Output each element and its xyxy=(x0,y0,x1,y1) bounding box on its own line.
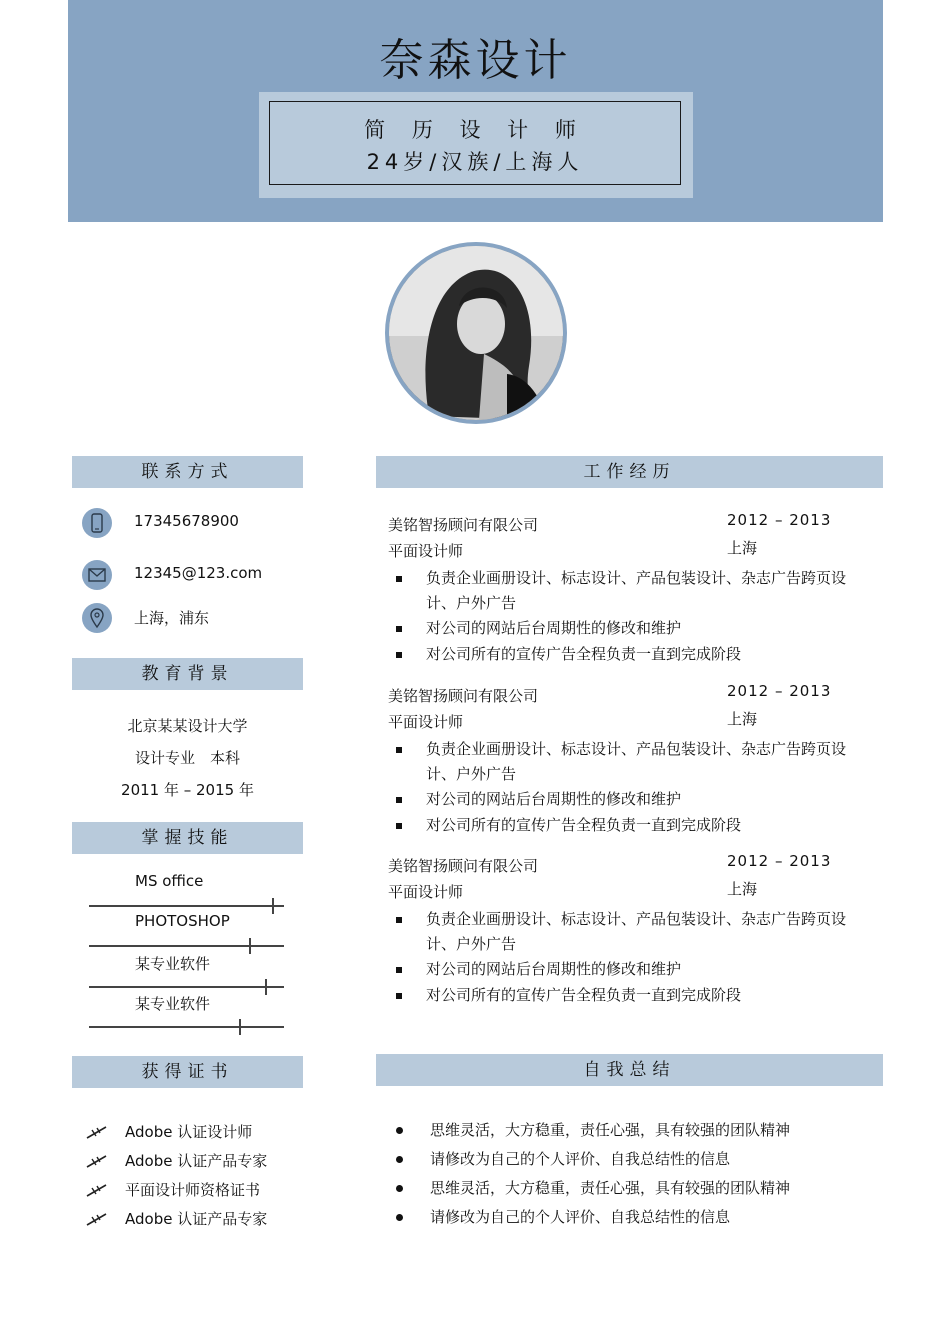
job-role: 平面设计师 xyxy=(388,542,464,560)
certificate-name: Adobe 认证产品专家 xyxy=(125,1210,268,1228)
job-date: 2012 – 2013 xyxy=(727,852,832,870)
job-duty: 对公司所有的宣传广告全程负责一直到完成阶段 xyxy=(426,816,742,834)
job-duty: 对公司的网站后台周期性的修改和维护 xyxy=(426,790,682,808)
certificate-name: Adobe 认证设计师 xyxy=(125,1123,253,1141)
header-band xyxy=(68,0,883,222)
job-duty: 负责企业画册设计、标志设计、产品包装设计、杂志广告跨页设计、户外广告 xyxy=(426,910,847,953)
title-box-frame xyxy=(269,101,681,185)
bullet-square xyxy=(396,626,402,632)
bullet-dot xyxy=(396,1185,403,1192)
job-city: 上海 xyxy=(727,880,758,898)
skill-name: PHOTOSHOP xyxy=(135,912,230,930)
skill-bar xyxy=(89,1026,284,1028)
profile-photo xyxy=(385,242,567,424)
candidate-name: 奈森设计 xyxy=(379,35,572,86)
job-city: 上海 xyxy=(727,539,758,557)
bullet-square xyxy=(396,576,402,582)
email-address: 12345@123.com xyxy=(134,564,263,582)
pen-icon xyxy=(84,1181,110,1199)
job-company: 美铭智扬顾问有限公司 xyxy=(388,516,539,534)
address-text: 上海，浦东 xyxy=(134,609,210,627)
portrait-image xyxy=(389,246,563,420)
job-entry xyxy=(388,852,858,1005)
bullet-dot xyxy=(396,1214,403,1221)
phone-icon xyxy=(82,508,112,538)
job-role: 平面设计师 xyxy=(388,713,464,731)
section-skills: 掌握技能 xyxy=(72,822,303,854)
bullet-dot xyxy=(396,1156,403,1163)
job-entry xyxy=(388,682,858,835)
section-work: 工作经历 xyxy=(376,456,883,488)
job-duty: 对公司的网站后台周期性的修改和维护 xyxy=(426,960,682,978)
job-date: 2012 – 2013 xyxy=(727,511,832,529)
pen-icon xyxy=(84,1210,110,1228)
bullet-square xyxy=(396,747,402,753)
bullet-square xyxy=(396,797,402,803)
section-contact: 联系方式 xyxy=(72,456,303,488)
bullet-square xyxy=(396,823,402,829)
job-company: 美铭智扬顾问有限公司 xyxy=(388,857,539,875)
study-period: 2011 年 – 2015 年 xyxy=(121,781,254,799)
job-duty: 负责企业画册设计、标志设计、产品包装设计、杂志广告跨页设计、户外广告 xyxy=(426,569,847,612)
job-role: 平面设计师 xyxy=(388,883,464,901)
job-entry xyxy=(388,511,858,664)
bullet-square xyxy=(396,917,402,923)
phone-number: 17345678900 xyxy=(134,512,239,530)
bullet-square xyxy=(396,993,402,999)
bullet-square xyxy=(396,967,402,973)
skill-name: MS office xyxy=(135,872,204,890)
pen-icon xyxy=(84,1123,110,1141)
summary-text: 请修改为自己的个人评价、自我总结性的信息 xyxy=(430,1208,731,1226)
bullet-dot xyxy=(396,1127,403,1134)
job-city: 上海 xyxy=(727,710,758,728)
skill-bar xyxy=(89,945,284,947)
location-pin-icon xyxy=(82,603,112,633)
section-certificates: 获得证书 xyxy=(72,1056,303,1088)
certificate-name: Adobe 认证产品专家 xyxy=(125,1152,268,1170)
skill-level-marker xyxy=(239,1019,241,1035)
major-degree: 设计专业 本科 xyxy=(134,749,240,767)
skill-level-marker xyxy=(265,979,267,995)
job-duty: 负责企业画册设计、标志设计、产品包装设计、杂志广告跨页设计、户外广告 xyxy=(426,740,847,783)
summary-text: 请修改为自己的个人评价、自我总结性的信息 xyxy=(430,1150,731,1168)
summary-text: 思维灵活，大方稳重，责任心强，具有较强的团队精神 xyxy=(430,1179,791,1197)
school-name: 北京某某设计大学 xyxy=(127,717,248,735)
job-company: 美铭智扬顾问有限公司 xyxy=(388,687,539,705)
skill-bar xyxy=(89,986,284,988)
skill-level-marker xyxy=(249,938,251,954)
certificate-name: 平面设计师资格证书 xyxy=(125,1181,261,1199)
section-education: 教育背景 xyxy=(72,658,303,690)
bullet-square xyxy=(396,652,402,658)
section-summary: 自我总结 xyxy=(376,1054,883,1086)
summary-text: 思维灵活，大方稳重，责任心强，具有较强的团队精神 xyxy=(430,1121,791,1139)
mail-icon xyxy=(82,560,112,590)
job-title: 简 历 设 计 师 xyxy=(364,118,586,142)
skill-name: 某专业软件 xyxy=(135,955,211,973)
job-duty: 对公司的网站后台周期性的修改和维护 xyxy=(426,619,682,637)
skill-bar xyxy=(89,905,284,907)
skill-level-marker xyxy=(272,898,274,914)
job-date: 2012 – 2013 xyxy=(727,682,832,700)
skill-name: 某专业软件 xyxy=(135,995,211,1013)
job-duty: 对公司所有的宣传广告全程负责一直到完成阶段 xyxy=(426,645,742,663)
pen-icon xyxy=(84,1152,110,1170)
personal-info: 24岁/汉族/上海人 xyxy=(366,150,584,174)
job-duty: 对公司所有的宣传广告全程负责一直到完成阶段 xyxy=(426,986,742,1004)
title-box xyxy=(259,92,693,198)
